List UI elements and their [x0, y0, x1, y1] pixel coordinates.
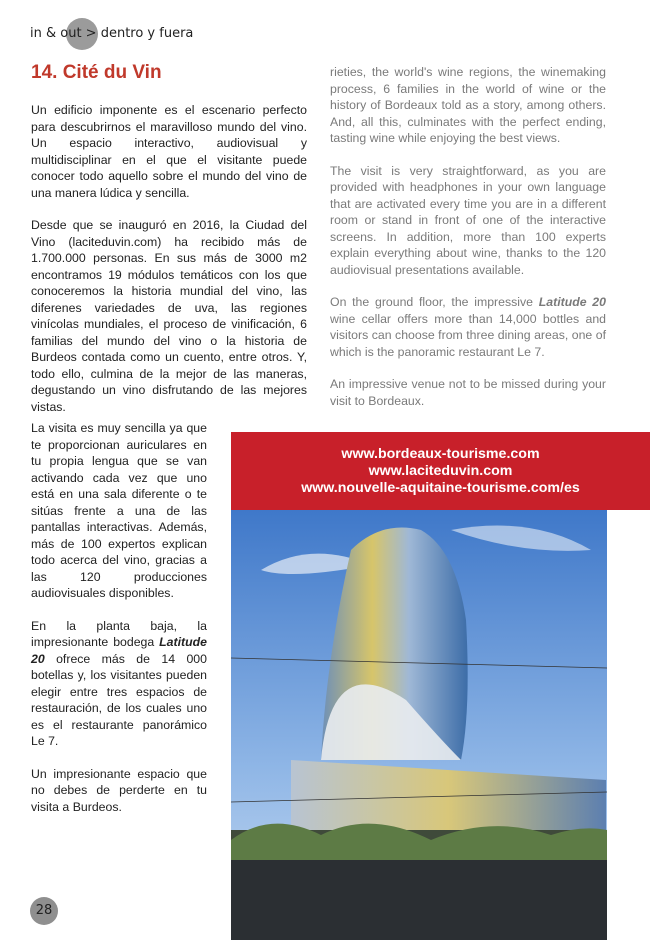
es-paragraph-5: Un impresionante espacio que no debes de perderte en tu visita a Burdeos.: [31, 766, 207, 814]
es-paragraph-1: Un edificio imponente es el escenario perfecto para descubrirnos el maravilloso mundo del vino. Un espacio interactivo, audiovisual y multidisciplinar en el que el visitante puede conocer todo aquello sobre el mundo del vino de una manera lúdica y sencilla.: [31, 103, 307, 200]
breadcrumb-text: in & out > dentro y fuera: [30, 26, 194, 41]
en-paragraph-2: The visit is very straightforward, as you are provided with headphones in your own language that are activated every time you are in a different room or stand in front of one of the interactive screens. In addition, more than 100 experts explain everything about wine, thanks to the 120 audiovisual presentations available.: [330, 163, 606, 277]
cite-du-vin-photo: [231, 510, 607, 940]
es-p4-pre: En la planta baja, la impresionante bodega: [31, 618, 207, 649]
spanish-column-top: [31, 102, 307, 431]
es-paragraph-4: [31, 618, 207, 750]
section-breadcrumb: [30, 22, 193, 46]
en-p3-pre: On the ground floor, the impressive: [330, 295, 539, 309]
article-title: 14. Cité du Vin: [31, 62, 162, 83]
links-banner: [231, 432, 650, 510]
en-paragraph-1: rieties, the world's wine regions, the winemaking process, 6 families in the world of wine or the history of Bordeaux told as a story, among others. And, all this, culminates with the perfect ending, tasting wine while enjoying the best views.: [330, 65, 606, 145]
link-nouvelle-aquitaine[interactable]: www.nouvelle-aquitaine-tourisme.com/es: [301, 479, 580, 496]
english-column: [330, 64, 606, 425]
en-paragraph-3: [330, 294, 606, 360]
link-laciteduvin[interactable]: www.laciteduvin.com: [368, 462, 513, 479]
fence: [231, 860, 607, 940]
link-bordeaux-tourisme[interactable]: www.bordeaux-tourisme.com: [341, 445, 540, 462]
latitude-20-es: Latitude 20: [31, 635, 207, 666]
page-number: 28: [30, 897, 58, 925]
es-paragraph-3: La visita es muy sencilla ya que te proporcionan auriculares en tu propia lengua que se van activando cada vez que uno está en una sala diferente o te sitúas frente a una de las pantallas interactivas. Además, más de 100 expertos explican todo acerca del vino, gracias a las 120 producciones audiovisuales disponibles.: [31, 421, 207, 600]
es-p4-post: ofrece más de 14 000 botellas y, los visitantes pueden elegir entre tres espacios de restauración, de los cuales uno es el restaurante panorámico Le 7.: [31, 651, 207, 748]
spanish-column-bottom: [31, 420, 207, 831]
en-paragraph-4: An impressive venue not to be missed during your visit to Bordeaux.: [330, 377, 606, 408]
building-illustration: [231, 510, 607, 940]
en-p3-post: wine cellar offers more than 14,000 bottles and visitors can choose from three dining areas, one of which is the panoramic restaurant Le 7.: [330, 311, 606, 359]
es-paragraph-2: Desde que se inauguró en 2016, la Ciudad del Vino (laciteduvin.com) ha recibido más de 1.700.000 personas. En sus más de 3000 m2 encontramos 19 módulos temáticos con los que conoceremos la historia mundial del vino, las diferenes variedades de uva, las regiones vinícolas mundiales, el proceso de vinificación, 6 familias del mundo del vino o la historia de Burdeos contada como un cuento, entre otros. Y, todo ello, culmina de la mejor de las maneras, degustando un vino disfrutando de las mejores vistas.: [31, 218, 307, 414]
latitude-20-en: Latitude 20: [538, 295, 606, 309]
